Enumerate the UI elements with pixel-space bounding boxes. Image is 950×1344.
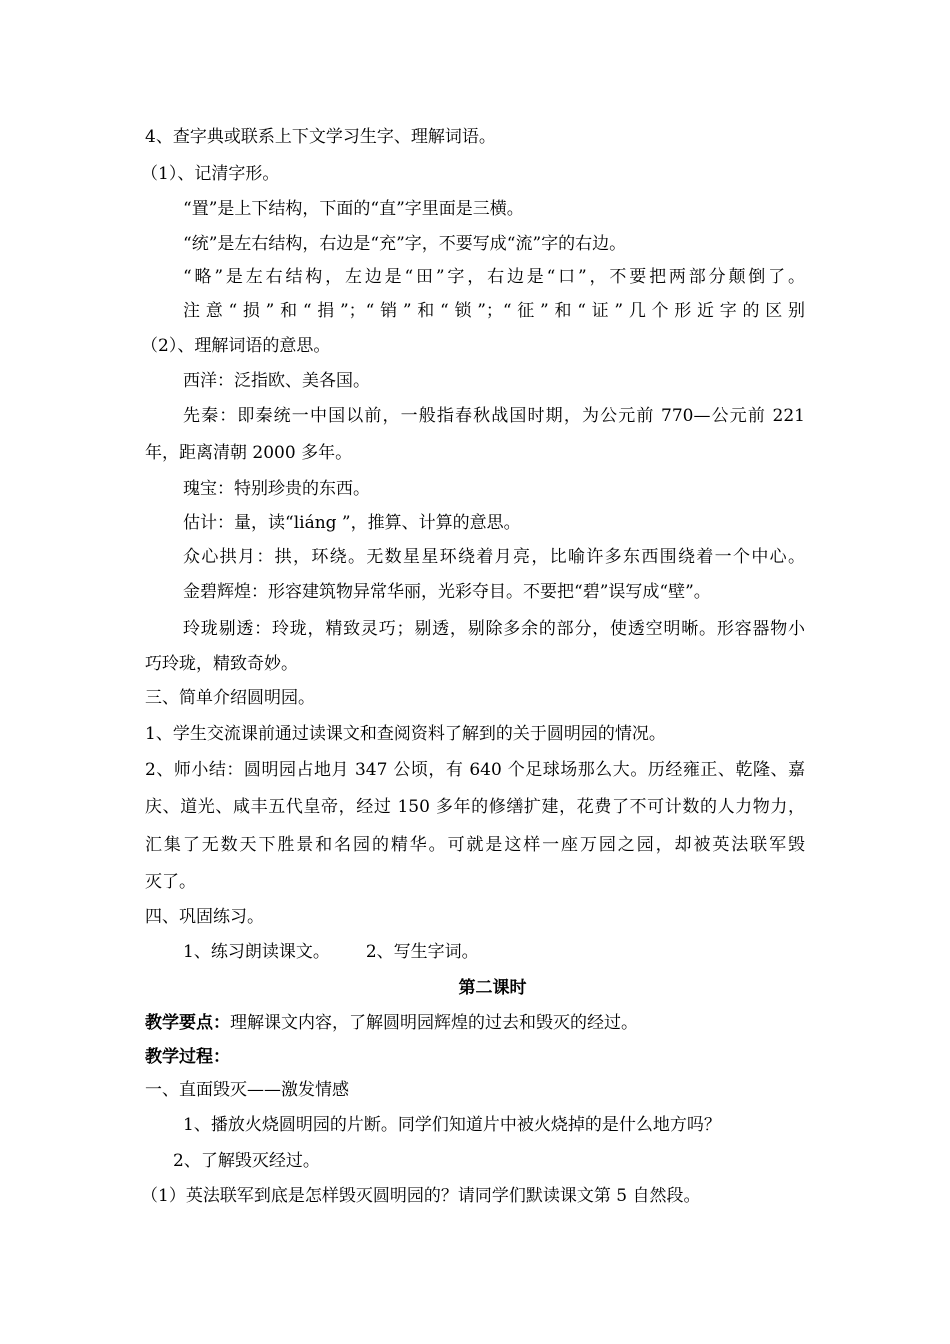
label-teaching-process: 教学过程： xyxy=(145,1047,230,1067)
text-line: 一、直面毁灭——激发情感 xyxy=(145,1080,349,1100)
text-line: “统”是左右结构，右边是“充”字，不要写成“流”字的右边。 xyxy=(183,234,627,254)
text-line: 估计：量，读“liáng ”，推算、计算的意思。 xyxy=(183,513,521,533)
text-line: 巧玲珑，精致奇妙。 xyxy=(145,654,298,674)
text-line: 四、巩固练习。 xyxy=(145,907,264,927)
text-line: 1、学生交流课前通过读课文和查阅资料了解到的关于圆明园的情况。 xyxy=(145,724,666,744)
label-teaching-points: 教学要点： xyxy=(145,1013,230,1033)
text-line: 4、查字典或联系上下文学习生字、理解词语。 xyxy=(145,127,496,147)
text-line: （1）、记清字形。 xyxy=(141,164,280,184)
text-line: 2、师小结：圆明园占地月 347 公顷，有 640 个足球场那么大。历经雍正、乾隆、嘉 xyxy=(145,760,805,780)
text-line: 注意“损”和“捐”；“销”和“锁”；“征”和“证”几个形近字的区别 xyxy=(183,301,805,321)
text-line: 金碧辉煌：形容建筑物异常华丽，光彩夺目。不要把“碧”误写成“壁”。 xyxy=(183,582,711,602)
text-line: 先秦：即秦统一中国以前，一般指春秋战国时期，为公元前 770—公元前 221 xyxy=(183,406,805,426)
teaching-points-text: 理解课文内容，了解圆明园辉煌的过去和毁灭的经过。 xyxy=(230,1013,638,1033)
exercise-item-2: 2、写生字词。 xyxy=(365,942,479,962)
text-line: 西洋：泛指欧、美各国。 xyxy=(183,371,370,391)
exercise-item-1: 1、练习朗读课文。 xyxy=(183,942,330,962)
text-line: （1）英法联军到底是怎样毁灭圆明园的？请同学们默读课文第 5 自然段。 xyxy=(141,1186,701,1206)
text-line: （2）、理解词语的意思。 xyxy=(141,336,331,356)
text-line: 汇集了无数天下胜景和名园的精华。可就是这样一座万园之园，却被英法联军毁 xyxy=(145,835,805,855)
text-line: 1、播放火烧圆明园的片断。同学们知道片中被火烧掉的是什么地方吗？ xyxy=(183,1115,721,1135)
text-line: 三、简单介绍圆明园。 xyxy=(145,688,315,708)
text-line: 灭了。 xyxy=(145,872,196,892)
text-line xyxy=(183,941,853,963)
section-heading: 第二课时 xyxy=(458,978,527,998)
text-line xyxy=(145,1012,815,1034)
text-line: 众心拱月：拱，环绕。无数星星环绕着月亮，比喻许多东西围绕着一个中心。 xyxy=(183,547,805,567)
text-line: 庆、道光、咸丰五代皇帝，经过 150 多年的修缮扩建，花费了不可计数的人力物力， xyxy=(145,797,805,817)
text-line: 瑰宝：特别珍贵的东西。 xyxy=(183,479,370,499)
text-line: 2、了解毁灭经过。 xyxy=(173,1151,320,1171)
text-line: “略”是左右结构，左边是“田”字，右边是“口”，不要把两部分颠倒了。 xyxy=(183,267,805,287)
text-line: 玲珑剔透：玲珑，精致灵巧；剔透，剔除多余的部分，使透空明晰。形容器物小 xyxy=(183,619,805,639)
text-line: 年，距离清朝 2000 多年。 xyxy=(145,443,353,463)
text-line: “置”是上下结构，下面的“直”字里面是三横。 xyxy=(183,199,524,219)
